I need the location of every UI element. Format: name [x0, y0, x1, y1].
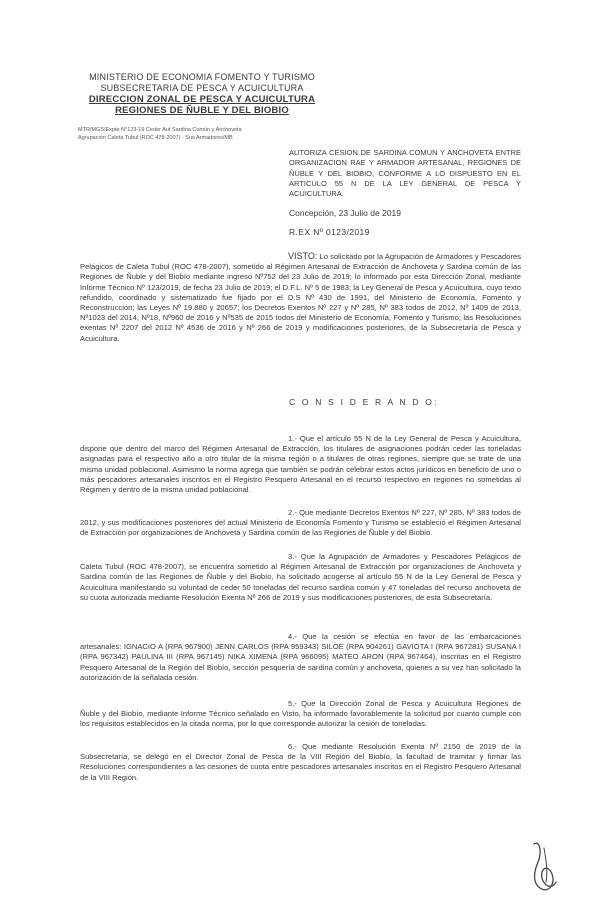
visto-paragraph	[80, 251, 521, 344]
considerando-paragraph-1: 1.- Que el artículo 55 N de la Ley General de Pesca y Acuicultura, dispone que dentro del marco del Régimen Artesanal de Extracción, los titulares de asignaciones podrán ceder las toneladas asignadas para el respectivo año a otro titular de la misma región o a titulares de otras regiones, siempre que se trate de una misma unidad poblacional. Asimismo la norma agrega que también se podrán celebrar estos actos jurídicos en beneficio de uno o más pescadores artesanales inscritos en el Registro Pesquero Artesanal en el recurso respectivo en regiones no sometidas al Régimen y dentro de la misma unidad poblacional.	[80, 434, 521, 495]
letterhead-ministry: MINISTERIO DE ECONOMIA FOMENTO Y TURISMO	[89, 72, 315, 82]
visto-text: Lo solicitado por la Agrupación de Armadores y Pescadores Pelágicos de Caleta Tubul (ROC 478-2007), sometido al Régimen Artesanal de Extracción de Anchoveta y Sardina común de las Regiones de Ñuble y del Biobío mediante ingreso Nº752 del 23 Julio de 2019; lo informado por esta Dirección Zonal, mediante Informe Técnico Nº 123/2019, de fecha 23 Julio de 2019; el D.F.L. Nº 5 de 1983; la Ley General de Pesca y Acuicultura, cuyo texto refundido, coordinado y sistematizado fue fijado por el D.S Nº 430 de 1991, del Ministerio de Economía, Fomento y Reconstrucción; las Leyes Nº 19.880 y 20657; los Decretos Exentos Nº 227 y Nº 285, Nº 383 todos de 2012, Nº 1409 de 2013, Nº1023 del 2014, Nº18, Nº960 de 2016 y Nº535 de 2015 todos del Ministerio de Economía, Fomento y Turismo; las Resoluciones exentas Nº 2207 del 2012 Nº 4536 de 2016 y Nº 266 de 2019 y modificaciones posteriores, de la Subsecretaría de Pesca y Acuicultura.	[80, 252, 521, 343]
place-date: Concepción, 23 Julio de 2019	[289, 208, 401, 218]
handwritten-signature	[526, 838, 560, 896]
considerando-paragraph-2: 2.- Que mediante Decretos Exentos Nº 227, Nº 285, Nº 383 todos de 2012, y sus modificaciones posteriores del actual Ministerio de Economía Fomento y Turismo se estableció el Régimen Artesanal de Extracción por organizaciones de Anchoveta y Sardina común de las Regiones de Ñuble y del Biobío.	[80, 508, 521, 538]
visto-keyword: VISTO:	[288, 251, 318, 261]
considerando-paragraph-4: 4.- Que la cesión se efectúa en favor de las embarcaciones artesanales: IGNACIO A (RPA 967900) JENN CARLOS (RPA 959343) SILOE (RPA 904261) GAVIOTA I (RPA 967281) SUSANA I (RPA 967342) PAULINA III (RPA 967145) NIKA XIMENA (RPA 966095) MATEO ARON (RPA 967464), inscritas en el Registro Pesquero Artesanal de la Región del Biobío, sección pesquería de sardina común y anchoveta, quienes a su vez han solicitado la autorización de la señalada cesión.	[80, 632, 521, 682]
letterhead-regions: REGIONES DE ÑUBLE Y DEL BIOBIO	[115, 105, 289, 116]
considerando-paragraph-5: 5.- Que la Dirección Zonal de Pesca y Acuicultura Regiones de Ñuble y del Biobío, mediante Informe Técnico señalado en Visto, ha informado favorablemente la solicitud por cuanto cumple con los requisitos establecidos en la citada norma, por lo que corresponde autorizar la cesión de toneladas.	[80, 699, 521, 729]
reference-initials	[78, 127, 333, 142]
considerando-paragraph-6: 6.- Que mediante Resolución Exenta Nº 2150 de 2019 de la Subsecretaría, se delegó en el Director Zonal de Pesca de la VIII Región del Biobío, la facultad de tramitar y firmar las Resoluciones correspondientes a las cesiones de cuota entre pescadores artesanales inscritos en el Registro Pesquero Artesanal de la VIII Región.	[80, 742, 521, 782]
considerando-heading: C O N S I D E R A N D O:	[289, 397, 439, 407]
letterhead-subsecretary: SUBSECRETARIA DE PESCA Y ACUICULTURA	[100, 83, 304, 93]
letterhead-direction: DIRECCION ZONAL DE PESCA Y ACUICULTURA	[88, 94, 316, 105]
resolution-number: R.EX Nº 0123/2019	[289, 227, 370, 237]
considerando-paragraph-3: 3.- Que la Agrupación de Armadores y Pescadores Pelágicos de Caleta Tubul (ROC 478-2007), se encuentra sometido al Régimen Artesanal de Extracción por organizaciones de Anchoveta y Sardina común de las Regiones de Ñuble y del Biobío, ha solicitado acogerse al artículo 55 N de la Ley General de Pesca y Acuicultura manifestando su voluntad de ceder 50 toneladas del recurso sardina común y 47 toneladas del recurso anchoveta de su cuota autorizada mediante Resolución Exenta Nº 266 de 2019 y sus modificaciones posteriores, de esta Subsecretaría.	[80, 552, 521, 602]
letterhead	[72, 72, 332, 116]
reference-line-2: Agrupación Caleta Tubul (ROC 478-2007) - Sus Armadores/MB	[78, 134, 233, 141]
resolution-subject: AUTORIZA CESION DE SARDINA COMUN Y ANCHOVETA ENTRE ORGANIZACION RAE Y ARMADOR ARTESANAL, REGIONES DE ÑUBLE Y DEL BIOBIO, CONFORME A LO DISPUESTO EN EL ARTICULO 55 N DE LA LEY GENERAL DE PESCA Y ACUICULTURA.	[289, 148, 521, 199]
reference-line-1: MTR/MGS/Expte N°123-19 Ceder Aut Sardina Común y Anchoveta	[78, 127, 242, 133]
